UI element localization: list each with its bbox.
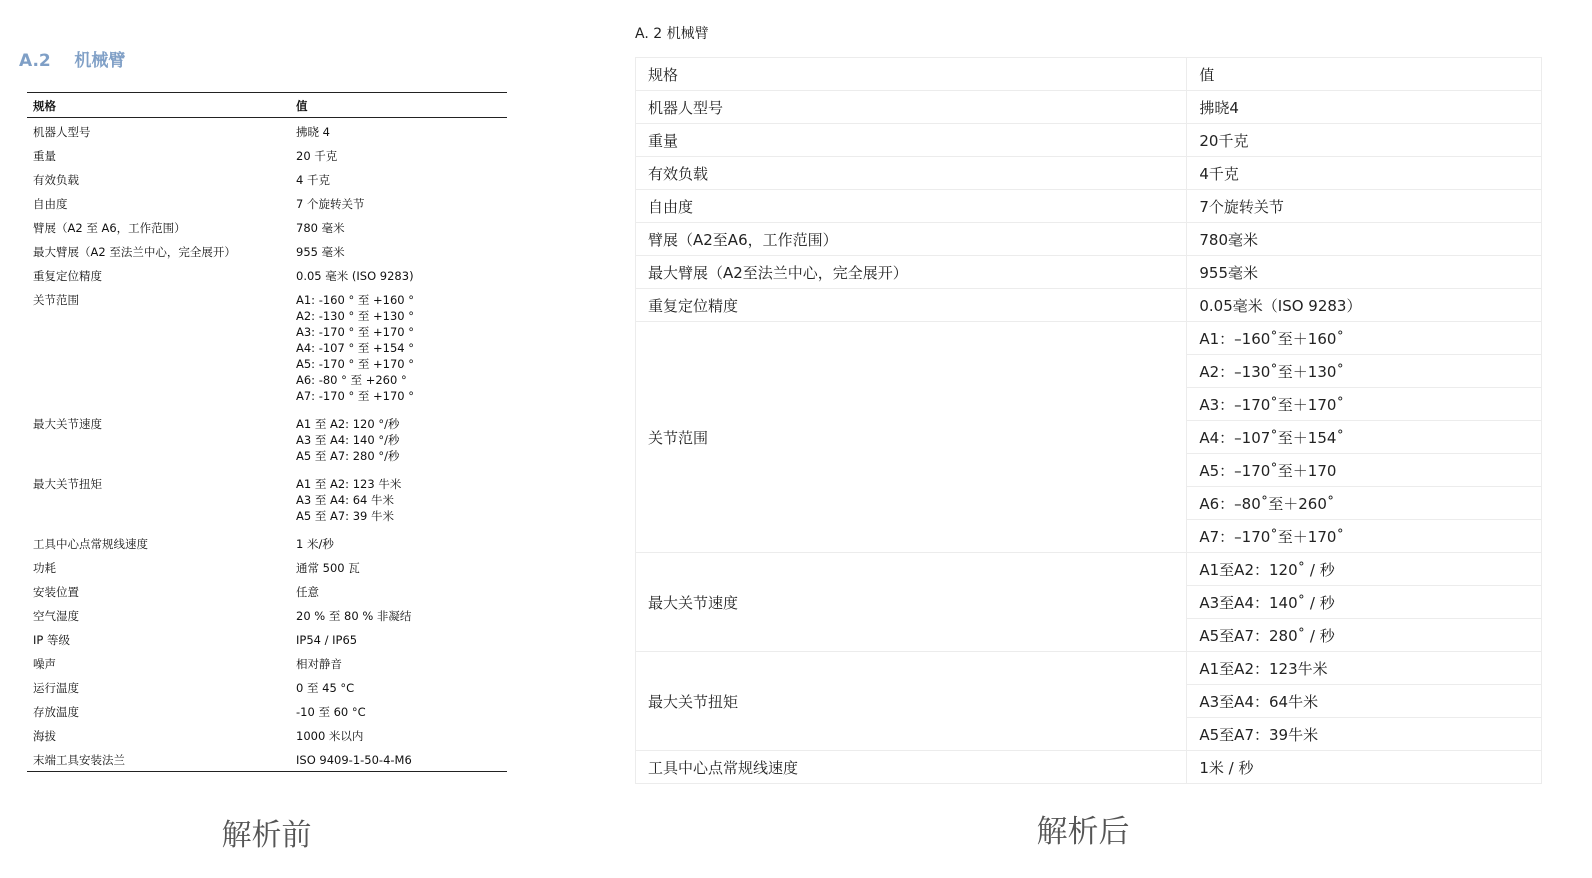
value-cell: A5至A7：39牛米 [1187, 718, 1542, 751]
value-line: IP54 / IP65 [296, 632, 358, 647]
spec-cell: 有效负载 [33, 172, 79, 187]
after-parsing-panel [600, 0, 1592, 878]
value-cell: A2：–130˚至＋130˚ [1187, 355, 1542, 388]
table-row [27, 216, 507, 240]
value-cell: A1至A2：120˚ / 秒 [1187, 553, 1542, 586]
spec-cell: IP 等级 [33, 632, 70, 647]
spec-cell: 最大臂展（A2至法兰中心，完全展开） [636, 256, 1187, 289]
value-cell [290, 652, 507, 676]
spec-cell: 最大关节速度 [636, 553, 1187, 652]
table-row [27, 676, 507, 700]
value-cell: A3至A4：140˚ / 秒 [1187, 586, 1542, 619]
value-line: 7 个旋转关节 [296, 196, 365, 211]
value-cell: 20千克 [1187, 124, 1542, 157]
spec-cell: 臂展（A2 至 A6，工作范围） [33, 220, 186, 235]
table-row [636, 91, 1542, 124]
value-cell: 0.05毫米（ISO 9283） [1187, 289, 1542, 322]
spec-cell: 最大关节扭矩 [636, 652, 1187, 751]
value-line: 拂晓 4 [296, 125, 330, 139]
value-cell [290, 216, 507, 240]
table-row [27, 264, 507, 288]
spec-table-parsed [635, 57, 1542, 784]
value-cell: 4千克 [1187, 157, 1542, 190]
value-cell [290, 556, 507, 580]
table-header-row [636, 58, 1542, 91]
table-row [27, 652, 507, 676]
spec-cell: 工具中心点常规线速度 [636, 751, 1187, 784]
table-row [27, 144, 507, 168]
value-cell: A3至A4：64牛米 [1187, 685, 1542, 718]
table-body [27, 118, 507, 772]
value-cell [290, 264, 507, 288]
table-row [636, 157, 1542, 190]
value-cell: A3：–170˚至＋170˚ [1187, 388, 1542, 421]
value-cell [290, 628, 507, 652]
table-row [636, 652, 1542, 685]
table-row [27, 168, 507, 192]
value-cell [290, 700, 507, 724]
value-line: 0 至 45 °C [296, 680, 355, 695]
spec-cell: 机器人型号 [636, 91, 1187, 124]
value-cell: A4：–107˚至＋154˚ [1187, 421, 1542, 454]
value-cell [290, 748, 507, 772]
table-row [636, 256, 1542, 289]
table-row [27, 748, 507, 772]
spec-cell: 功耗 [33, 560, 56, 575]
value-cell [290, 288, 507, 412]
spec-cell: 最大关节扭矩 [33, 476, 102, 491]
value-line: 相对静音 [296, 656, 342, 671]
value-line: A3 至 A4: 140 °/秒 [296, 432, 400, 447]
spec-table-original [27, 92, 507, 772]
table-row [27, 556, 507, 580]
section-heading: A.2 机械臂 [19, 51, 126, 71]
spec-cell: 噪声 [33, 656, 56, 671]
table-row [636, 223, 1542, 256]
spec-cell: 自由度 [33, 196, 68, 211]
value-cell [290, 532, 507, 556]
table-row [636, 751, 1542, 784]
spec-cell: 工具中心点常规线速度 [33, 536, 148, 551]
spec-cell: 海拔 [33, 728, 56, 743]
table-row [27, 192, 507, 216]
spec-cell: 末端工具安装法兰 [27, 748, 290, 772]
table-row [27, 628, 507, 652]
caption-before: 解析前 [221, 818, 312, 853]
before-parsing-panel [0, 0, 600, 878]
spec-cell: 空气湿度 [33, 608, 79, 623]
spec-cell: 最大关节速度 [33, 416, 102, 431]
table-row [27, 240, 507, 264]
spec-cell: 臂展（A2至A6，工作范围） [636, 223, 1187, 256]
value-cell [290, 118, 507, 144]
value-line: 20 % 至 80 % 非凝结 [296, 608, 412, 623]
value-cell: 955毫米 [1187, 256, 1542, 289]
table-row [636, 322, 1542, 355]
value-line: 任意 [296, 584, 319, 599]
table-row [636, 553, 1542, 586]
header-spec: 规格 [27, 93, 290, 118]
value-line: ISO 9409-1-50-4-M6 [296, 752, 412, 767]
value-cell [290, 144, 507, 168]
value-cell [290, 412, 507, 472]
value-cell: A5：–170˚至＋170 [1187, 454, 1542, 487]
section-heading: A. 2 机械臂 [635, 26, 709, 42]
spec-cell: 运行温度 [33, 680, 79, 695]
value-line: A5 至 A7: 280 °/秒 [296, 448, 400, 463]
table-body [636, 58, 1542, 784]
value-line: 4 千克 [296, 172, 330, 187]
spec-cell: 有效负载 [636, 157, 1187, 190]
table-row [636, 289, 1542, 322]
value-line: A1: -160 ° 至 +160 ° [296, 292, 415, 307]
table-row [27, 412, 507, 472]
value-cell [290, 472, 507, 532]
value-line: A4: -107 ° 至 +154 ° [296, 340, 415, 355]
value-cell: 1米 / 秒 [1187, 751, 1542, 784]
value-line: A2: -130 ° 至 +130 ° [296, 308, 415, 323]
spec-cell: 存放温度 [33, 704, 79, 719]
spec-cell: 重量 [636, 124, 1187, 157]
table-row [636, 124, 1542, 157]
value-cell: 780毫米 [1187, 223, 1542, 256]
value-cell [290, 604, 507, 628]
table-header-row [27, 93, 507, 118]
header-value: 值 [1187, 58, 1542, 91]
spec-cell: 机器人型号 [33, 125, 91, 139]
value-cell [290, 192, 507, 216]
value-line: A5: -170 ° 至 +170 ° [296, 356, 415, 371]
table-row [27, 472, 507, 532]
value-cell [290, 168, 507, 192]
value-line: 1000 米以内 [296, 728, 364, 743]
value-cell: A5至A7：280˚ / 秒 [1187, 619, 1542, 652]
value-line: A1 至 A2: 123 牛米 [296, 476, 402, 491]
header-spec: 规格 [636, 58, 1187, 91]
value-line: 0.05 毫米 (ISO 9283) [296, 268, 414, 283]
value-line: A6: -80 ° 至 +260 ° [296, 372, 407, 387]
value-cell: A6：–80˚至＋260˚ [1187, 487, 1542, 520]
value-cell [290, 240, 507, 264]
spec-cell: 安装位置 [33, 584, 79, 599]
value-line: 955 毫米 [296, 244, 345, 259]
spec-cell: 最大臂展（A2 至法兰中心，完全展开） [33, 244, 236, 259]
caption-after: 解析后 [1036, 814, 1130, 850]
table-row [27, 604, 507, 628]
table-row [27, 288, 507, 412]
spec-cell: 关节范围 [636, 322, 1187, 553]
value-line: A3: -170 ° 至 +170 ° [296, 324, 415, 339]
value-line: A5 至 A7: 39 牛米 [296, 508, 394, 523]
header-value: 值 [290, 93, 507, 118]
spec-cell: 自由度 [636, 190, 1187, 223]
spec-cell: 重量 [33, 148, 56, 163]
value-line: 780 毫米 [296, 220, 345, 235]
value-line: -10 至 60 °C [296, 704, 366, 719]
spec-cell: 重复定位精度 [33, 268, 102, 283]
value-line: 通常 500 瓦 [296, 560, 360, 575]
spec-cell: 关节范围 [33, 292, 79, 307]
table-row [27, 532, 507, 556]
value-cell [290, 580, 507, 604]
value-line: A1 至 A2: 120 °/秒 [296, 416, 400, 431]
value-line: A3 至 A4: 64 牛米 [296, 492, 394, 507]
value-cell [290, 676, 507, 700]
value-cell [290, 724, 507, 748]
value-line: A7: -170 ° 至 +170 ° [296, 388, 415, 403]
spec-cell: 重复定位精度 [636, 289, 1187, 322]
table-row [636, 190, 1542, 223]
value-cell: A1至A2：123牛米 [1187, 652, 1542, 685]
value-line: 1 米/秒 [296, 536, 334, 551]
value-cell: A7：–170˚至＋170˚ [1187, 520, 1542, 553]
table-row [27, 580, 507, 604]
table-row [27, 724, 507, 748]
value-cell: 拂晓4 [1187, 91, 1542, 124]
value-cell: 7个旋转关节 [1187, 190, 1542, 223]
table-row [27, 118, 507, 144]
table-row [27, 700, 507, 724]
value-line: 20 千克 [296, 148, 338, 163]
value-cell: A1：–160˚至＋160˚ [1187, 322, 1542, 355]
